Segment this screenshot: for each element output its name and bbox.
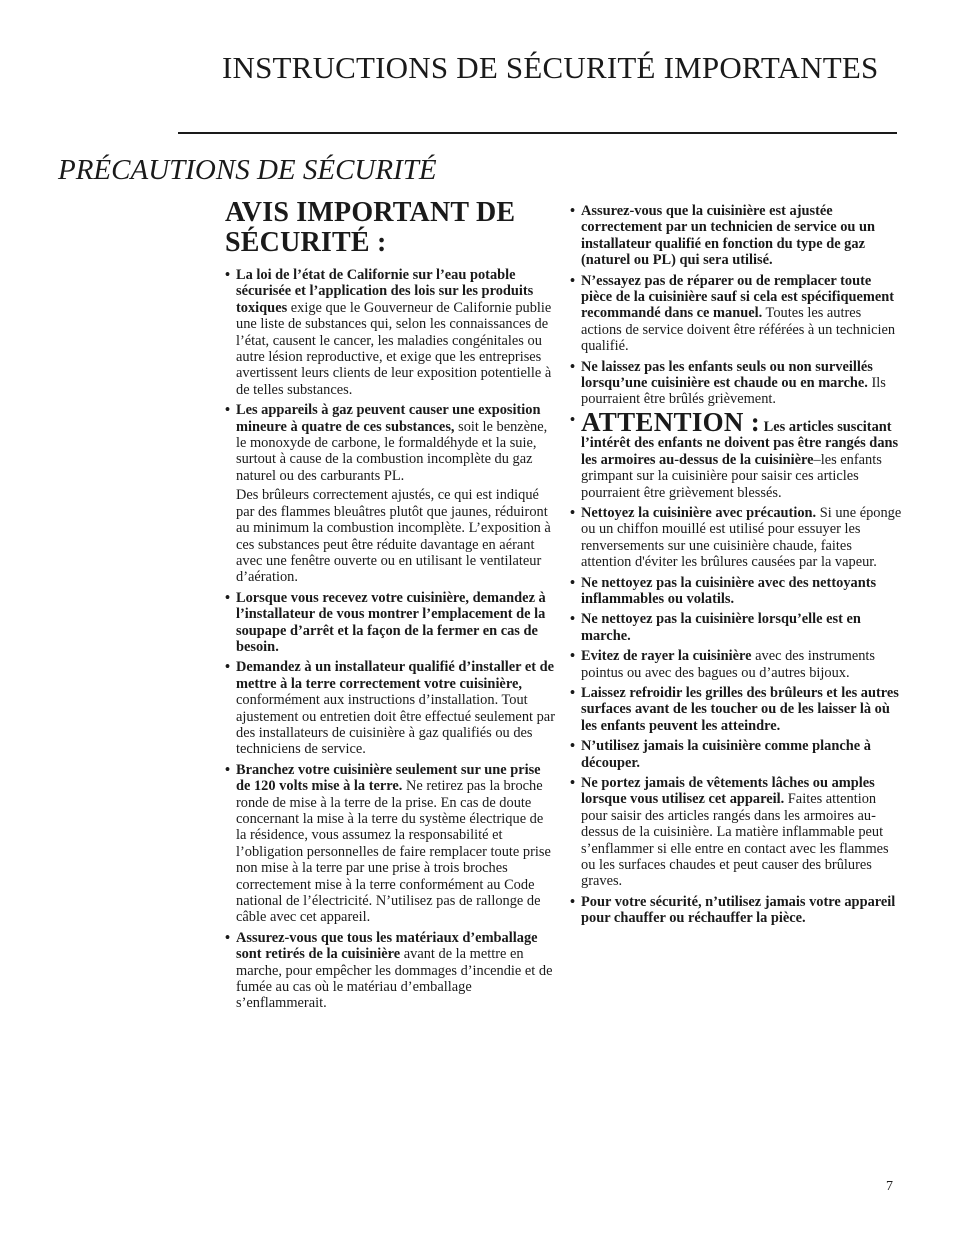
item-text: avant de la mettre en marche, pour empêcher les dommages d’incendie et de fumée au cas où le matériau d’emballage s’enflammerait. xyxy=(236,946,553,1012)
bullet-icon: • xyxy=(570,574,576,591)
attention-bold-text: Les articles suscitant l’intérêt des enfants ne doivent pas être rangés dans les armoires au-dessus de la cuisinière xyxy=(581,418,899,468)
item-bold-text: Laissez refroidir les grilles des brûleurs et les autres surfaces avant de les toucher ou de les laisser là où les enfants peuvent les atteindre. xyxy=(581,684,899,734)
item-text: Si une éponge ou un chiffon mouillé est utilisé pour essuyer les renversements sur une cuisinière chaude, faites attention d'éviter les brûlures causées par la vapeur. xyxy=(581,504,902,571)
right-bullet-list xyxy=(570,203,902,927)
list-item xyxy=(570,203,902,269)
item-text: avec des instruments pointus ou avec des bagues ou d’autres bijoux. xyxy=(581,648,876,681)
list-item xyxy=(570,505,902,571)
bullet-icon: • xyxy=(570,893,576,910)
bullet-icon: • xyxy=(225,402,231,419)
bullet-icon: • xyxy=(570,272,576,289)
list-item xyxy=(225,659,555,757)
item-text: exige que le Gouverneur de Californie publie une liste de substances qui, selon les connaissances de l’état, causent le cancer, les maladies congénitales ou autre lésion reproductive, et exige que les entreprises avertissent leurs clients de leur exposition potentielle à de telles substances. xyxy=(236,299,552,398)
item-bold-text: N’essayez pas de réparer ou de remplacer toute pièce de la cuisinière sauf si cela est spécifiquement recommandé dans ce manuel. xyxy=(581,272,895,322)
list-item xyxy=(570,775,902,890)
bullet-icon: • xyxy=(570,648,576,665)
item-text: conformément aux instructions d’installation. Tout ajustement ou entretien doit être effectué seulement par des installateurs de cuisinière à gaz qualifiés ou des techniciens de service. xyxy=(236,692,555,758)
item-bold-text: Demandez à un installateur qualifié d’installer et de mettre à la terre correctement votre cuisinière, xyxy=(236,659,555,692)
item-text: Faites attention pour saisir des articles rangés dans les armoires au-dessus de la cuisinière. La matière inflammable peut s’enflammer si elle entre en contact avec les flammes ou les surfaces chaudes et peut causer des brûlures graves. xyxy=(581,791,889,890)
list-item xyxy=(225,762,555,926)
bullet-icon: • xyxy=(570,358,576,375)
item-bold-text: Assurez-vous que tous les matériaux d’emballage sont retirés de la cuisinière xyxy=(236,929,538,963)
attention-heading: ATTENTION : xyxy=(581,406,761,437)
notice-heading: AVIS IMPORTANT DE SÉCURITÉ : xyxy=(225,197,516,258)
list-item xyxy=(570,648,902,681)
list-item xyxy=(225,590,555,656)
item-text: Ils pourraient être brûlés grièvement. xyxy=(581,375,886,408)
item-bold-text: Lorsque vous recevez votre cuisinière, demandez à l’installateur de vous montrer l’emplacement de la soupape d’arrêt et la façon de la fermer en cas de besoin. xyxy=(236,589,546,655)
list-item xyxy=(570,685,902,734)
item-text: Toutes les autres actions de service doivent être référées à un technicien qualifié. xyxy=(581,305,896,355)
bullet-icon: • xyxy=(570,203,576,219)
item-bold-text: Branchez votre cuisinière seulement sur une prise de 120 volts mise à la terre. xyxy=(236,761,541,795)
list-item xyxy=(225,267,555,398)
item-continuation: Des brûleurs correctement ajustés, ce qui est indiqué par des flammes bleuâtres plutôt que jaunes, réduiront au minimum la combustion incomplète. L’exposition à ces substances peut être réduite davantage en aérant avec une fenêtre ouverte ou en utilisant le ventilateur d’aération. xyxy=(236,487,551,586)
attention-text: –les enfants grimpant sur la cuisinière pour saisir ces articles pourraient être grièvement blessés. xyxy=(581,451,882,501)
item-bold-text: Les appareils à gaz peuvent causer une exposition mineure à quatre de ces substances, xyxy=(236,402,541,435)
left-column xyxy=(225,198,555,1016)
bullet-icon: • xyxy=(570,738,576,755)
bullet-icon: • xyxy=(570,504,576,521)
item-bold-text: N’utilisez jamais la cuisinière comme planche à découper. xyxy=(581,738,871,771)
attention-item xyxy=(570,406,902,501)
bullet-icon: • xyxy=(570,411,576,428)
page-title: INSTRUCTIONS DE SÉCURITÉ IMPORTANTES xyxy=(222,50,879,85)
list-item xyxy=(570,359,902,408)
bullet-icon: • xyxy=(225,267,231,283)
list-item xyxy=(570,894,902,927)
item-bold-text: Ne nettoyez pas la cuisinière lorsqu’elle est en marche. xyxy=(581,611,861,644)
list-item xyxy=(570,611,902,644)
header-divider xyxy=(178,132,897,134)
list-item xyxy=(225,930,555,1012)
list-item xyxy=(570,575,902,608)
page-number: 7 xyxy=(886,1179,893,1194)
bullet-icon: • xyxy=(570,611,576,628)
item-text: Ne retirez pas la broche ronde de mise à la terre de la prise. En cas de doute concernant la mise à la terre du système électrique de la résidence, vous assumez la responsabilité et l’obligation personnelles de faire remplacer toute prise non mise à la terre par une prise à trois broches correctement mise à la terre conformément au Code national de l’électricité. N’utilisez pas de rallonge de câble avec cet appareil. xyxy=(236,778,551,926)
item-bold-text: La loi de l’état de Californie sur l’eau potable sécurisée et l’application des lois sur les produits toxiques xyxy=(236,267,534,316)
bullet-icon: • xyxy=(570,775,576,791)
bullet-icon: • xyxy=(225,929,231,946)
item-bold-text: Assurez-vous que la cuisinière est ajustée correctement par un technicien de service ou un installateur qualifié en fonction du type de gaz (naturel ou PL) qui sera utilisé. xyxy=(581,203,876,269)
list-item xyxy=(225,402,555,585)
list-item xyxy=(570,738,902,771)
item-bold-text: Nettoyez la cuisinière avec précaution. xyxy=(581,504,817,521)
list-item xyxy=(570,273,902,355)
bullet-icon: • xyxy=(225,659,231,676)
left-bullet-list xyxy=(225,267,555,1012)
item-bold-text: Ne portez jamais de vêtements lâches ou amples lorsque vous utilisez cet appareil. xyxy=(581,775,875,808)
bullet-icon: • xyxy=(225,589,231,606)
bullet-icon: • xyxy=(225,761,231,778)
section-title: PRÉCAUTIONS DE SÉCURITÉ xyxy=(58,154,437,186)
item-text: soit le benzène, le monoxyde de carbone, le formaldéhyde et la suie, surtout à cause de la combustion incomplète du gaz naturel ou des carburants PL. xyxy=(236,418,548,484)
item-bold-text: Ne laissez pas les enfants seuls ou non surveillés lorsqu’une cuisinière est chaude ou en marche. xyxy=(581,358,873,392)
item-bold-text: Pour votre sécurité, n’utilisez jamais votre appareil pour chauffer ou réchauffer la pièce. xyxy=(581,893,896,927)
item-bold-text: Evitez de rayer la cuisinière xyxy=(581,648,752,665)
item-bold-text: Ne nettoyez pas la cuisinière avec des nettoyants inflammables ou volatils. xyxy=(581,574,877,607)
bullet-icon: • xyxy=(570,684,576,701)
right-column xyxy=(570,203,902,931)
